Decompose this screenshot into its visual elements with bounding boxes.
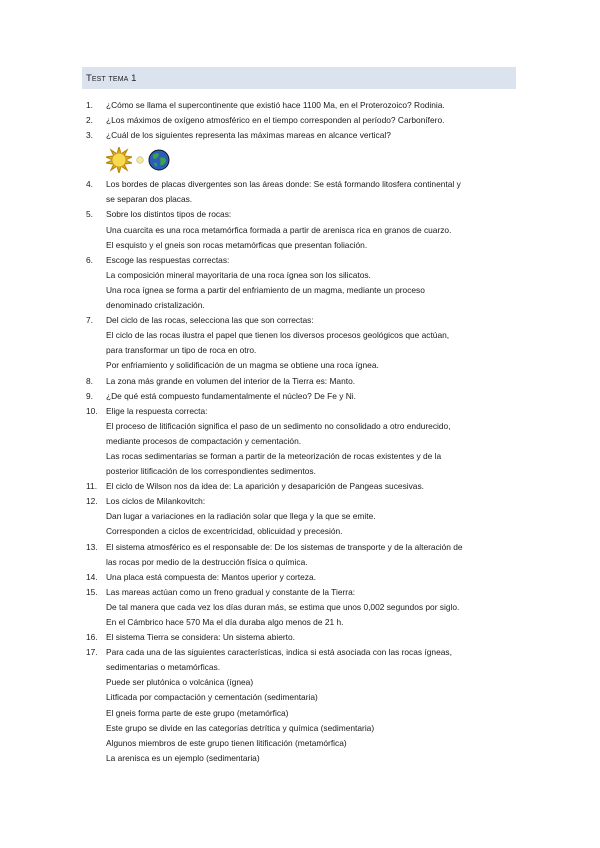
question-11 [82, 479, 522, 494]
question-16 [82, 630, 522, 645]
question-2 [82, 113, 522, 128]
question-1 [82, 98, 522, 113]
question-number: 4. [86, 179, 93, 190]
sun-moon-earth-image [82, 143, 522, 177]
sun-icon [106, 147, 132, 173]
question-4 [82, 177, 522, 207]
answer-text: Por enfriamiento y solidificación de un magma se obtiene una roca ígnea. [106, 360, 379, 371]
answer-text: Las rocas sedimentarias se forman a partir de la meteorización de rocas existentes y de la [106, 450, 442, 461]
answer-text: Este grupo se divide en las categorías detrítica y química (sedimentaria) [106, 722, 375, 733]
answer-text: Corresponden a ciclos de excentricidad, oblicuidad y precesión. [106, 526, 343, 537]
question-number: 8. [86, 375, 93, 386]
question-17 [82, 645, 522, 766]
question-text: Una placa está compuesta de: Mantos uperior y corteza. [106, 571, 316, 582]
answer-text: La arenisca es un ejemplo (sedimentaria) [106, 752, 260, 763]
question-text: Las mareas actúan como un freno gradual y constante de la Tierra: [106, 586, 356, 597]
answer-text: Dan lugar a variaciones en la radiación solar que llega y la que se emite. [106, 511, 376, 522]
answer-text: El proceso de litificación significa el paso de un sedimento no consolidado a otro endurecido, [106, 420, 451, 431]
question-7 [82, 313, 522, 373]
question-list [82, 98, 522, 766]
answer-text: El ciclo de las rocas ilustra el papel que tienen los diversos procesos geológicos que actúan, [106, 330, 450, 341]
question-14 [82, 570, 522, 585]
answer-text: Algunos miembros de este grupo tienen litificación (metamórfica) [106, 737, 347, 748]
answer-text: posterior litificación de los correspondientes sedimentos. [106, 466, 316, 477]
answer-text: Una roca ígnea se forma a partir del enfriamiento de un magma, mediante un proceso [106, 284, 425, 295]
question-text: El ciclo de Wilson nos da idea de: La aparición y desaparición de Pangeas sucesivas. [106, 481, 424, 492]
question-number: 2. [86, 115, 93, 126]
question-text: ¿Cuál de los siguientes representa las máximas mareas en alcance vertical? [106, 130, 391, 141]
question-number: 13. [86, 541, 98, 552]
answer-text: El esquisto y el gneis son rocas metamórficas que presentan foliación. [106, 239, 368, 250]
question-number: 5. [86, 209, 93, 220]
question-9 [82, 389, 522, 404]
answer-text: mediante procesos de compactación y cementación. [106, 435, 302, 446]
earth-icon [148, 149, 170, 171]
question-text: La zona más grande en volumen del interior de la Tierra es: Manto. [106, 375, 356, 386]
question-text: Para cada una de las siguientes características, indica si está asociada con las rocas ígneas, [106, 647, 452, 658]
question-text: Elige la respuesta correcta: [106, 405, 208, 416]
answer-text: Litficada por compactación y cementación (sedimentaria) [106, 692, 318, 703]
question-text: Escoge las respuestas correctas: [106, 254, 230, 265]
answer-text: En el Cámbrico hace 570 Ma el día duraba algo menos de 21 h. [106, 617, 344, 627]
question-text: ¿Los máximos de oxígeno atmosférico en el tiempo corresponden al período? Carbonífero. [106, 115, 445, 126]
question-3 [82, 128, 522, 143]
question-6 [82, 253, 522, 313]
question-number: 16. [86, 632, 98, 643]
question-text: Los ciclos de Milankovitch: [106, 496, 206, 507]
answer-text: De tal manera que cada vez los días duran más, se estima que unos 0,002 segundos por siglo. [106, 601, 460, 612]
question-number: 12. [86, 496, 98, 507]
question-10 [82, 404, 522, 479]
answer-text: La composición mineral mayoritaria de una roca ígnea son los silicatos. [106, 269, 371, 280]
question-number: 7. [86, 315, 93, 326]
question-number: 11. [86, 481, 98, 492]
question-number: 9. [86, 390, 93, 401]
question-12 [82, 494, 522, 539]
question-text: Los bordes de placas divergentes son las áreas donde: Se está formando litosfera continental y [106, 179, 461, 190]
header-bar [82, 67, 516, 89]
question-text: El sistema Tierra se considera: Un sistema abierto. [106, 632, 295, 643]
page-title: Test tema 1 [86, 72, 137, 84]
question-5 [82, 207, 522, 252]
question-number: 6. [86, 254, 93, 265]
question-text: se separan dos placas. [106, 194, 193, 205]
answer-text: para transformar un tipo de roca en otro. [106, 345, 257, 356]
question-number: 3. [86, 130, 93, 141]
question-text: Sobre los distintos tipos de rocas: [106, 209, 232, 220]
question-text: sedimentarias o metamórficas. [106, 662, 221, 673]
answer-text: El gneis forma parte de este grupo (metamórfica) [106, 707, 289, 718]
question-text: Del ciclo de las rocas, selecciona las que son correctas: [106, 315, 314, 326]
question-text: El sistema atmosférico es el responsable de: De los sistemas de transporte y de la alteración de [106, 541, 463, 552]
question-13 [82, 540, 522, 570]
question-number: 14. [86, 571, 98, 582]
question-15 [82, 585, 522, 630]
question-text: ¿De qué está compuesto fundamentalmente el núcleo? De Fe y Ni. [106, 390, 356, 401]
question-number: 17. [86, 647, 98, 658]
question-text: ¿Cómo se llama el supercontinente que existió hace 1100 Ma, en el Proterozoico? Rodinia. [106, 100, 445, 110]
question-text: las rocas por medio de la destrucción física o química. [106, 556, 308, 567]
question-number: 1. [86, 100, 93, 110]
answer-text: Una cuarcita es una roca metamórfica formada a partir de arenisca rica en granos de cuarzo. [106, 224, 452, 235]
question-number: 15. [86, 586, 98, 597]
question-8 [82, 374, 522, 389]
moon-icon [136, 156, 144, 164]
answer-text: Puede ser plutónica o volcánica (ígnea) [106, 677, 254, 688]
question-number: 10. [86, 405, 98, 416]
answer-text: denominado cristalización. [106, 300, 205, 311]
